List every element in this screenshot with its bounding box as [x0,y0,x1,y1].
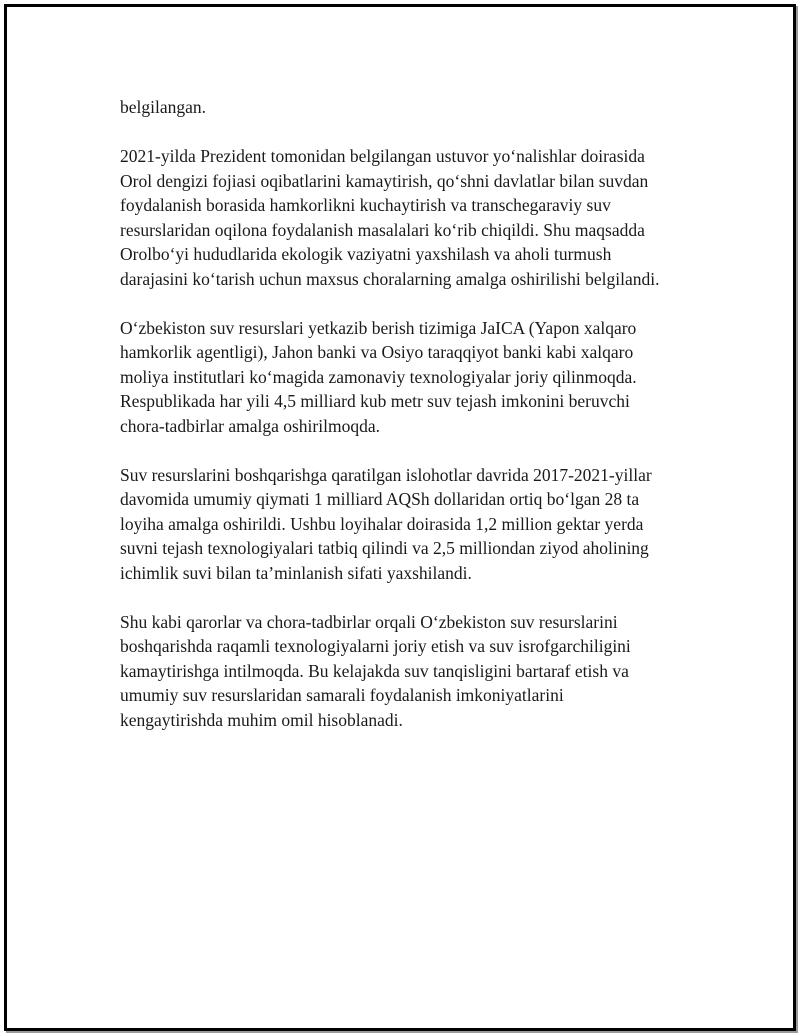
text-line: Respublikada har yili 4,5 milliard kub metr suv tejash imkonini beruvchi [120,391,630,411]
text-line: 2021-yilda Prezident tomonidan belgilangan ustuvor yo‘nalishlar doirasida [120,146,645,166]
text-line: kengaytirishda muhim omil hisoblanadi. [120,709,403,730]
text-line: Orol dengizi fojiasi oqibatlarini kamaytirish, qo‘shni davlatlar bilan suvdan [120,170,649,191]
paragraph-5 [120,610,700,733]
text-line: davomida umumiy qiymati 1 milliard AQSh dollaridan ortiq bo‘lgan 28 ta [120,489,640,509]
text-line: resurslaridan oqilona foydalanish masalalari ko‘rib chiqildi. Shu maqsadda [120,219,645,240]
text-line: chora-tadbirlar amalga oshirilmoqda. [120,415,380,436]
text-line: hamkorlik agentligi), Jahon banki va Osiyo taraqqiyot banki kabi xalqaro [120,342,634,362]
text-line: moliya institutlari ko‘magida zamonaviy texnologiyalar joriy qilinmoqda. [120,366,637,387]
text-line: Shu kabi qarorlar va chora-tadbirlar orqali O‘zbekiston suv resurslarini [120,611,618,632]
document-page [4,4,796,1031]
text-line: darajasini ko‘tarish uchun maxsus choralarning amalga oshirilishi belgilandi. [120,268,660,289]
text-line: boshqarishda raqamli texnologiyalarni joriy etish va suv isrofgarchiligini [120,636,631,656]
text-line: loyiha amalga oshirildi. Ushbu loyihalar doirasida 1,2 million gektar yerda [120,513,644,534]
text-line: suvni tejash texnologiyalari tatbiq qilindi va 2,5 milliondan ziyod aholining [120,538,649,558]
text-line: O‘zbekiston suv resurslari yetkazib berish tizimiga JaICA (Yapon xalqaro [120,317,637,338]
paragraph-4 [120,463,700,586]
text-line: kamaytirishga intilmoqda. Bu kelajakda suv tanqisligini bartaraf etish va [120,660,629,681]
paragraph-2 [120,144,700,291]
text-line: Orolbo‘yi hududlarida ekologik vaziyatni yaxshilash va aholi turmush [120,244,612,264]
document-body [120,95,700,757]
text-line: umumiy suv resurslaridan samarali foydalanish imkoniyatlarini [120,685,564,705]
text-line: belgilangan. [120,97,207,117]
text-line: foydalanish borasida hamkorlikni kuchaytirish va transchegaraviy suv [120,195,611,215]
text-line: ichimlik suvi bilan ta’minlanish sifati yaxshilandi. [120,562,472,583]
paragraph-3 [120,316,700,439]
paragraph-1 [120,95,700,120]
text-line: Suv resurslarini boshqarishga qaratilgan islohotlar davrida 2017-2021-yillar [120,464,652,485]
